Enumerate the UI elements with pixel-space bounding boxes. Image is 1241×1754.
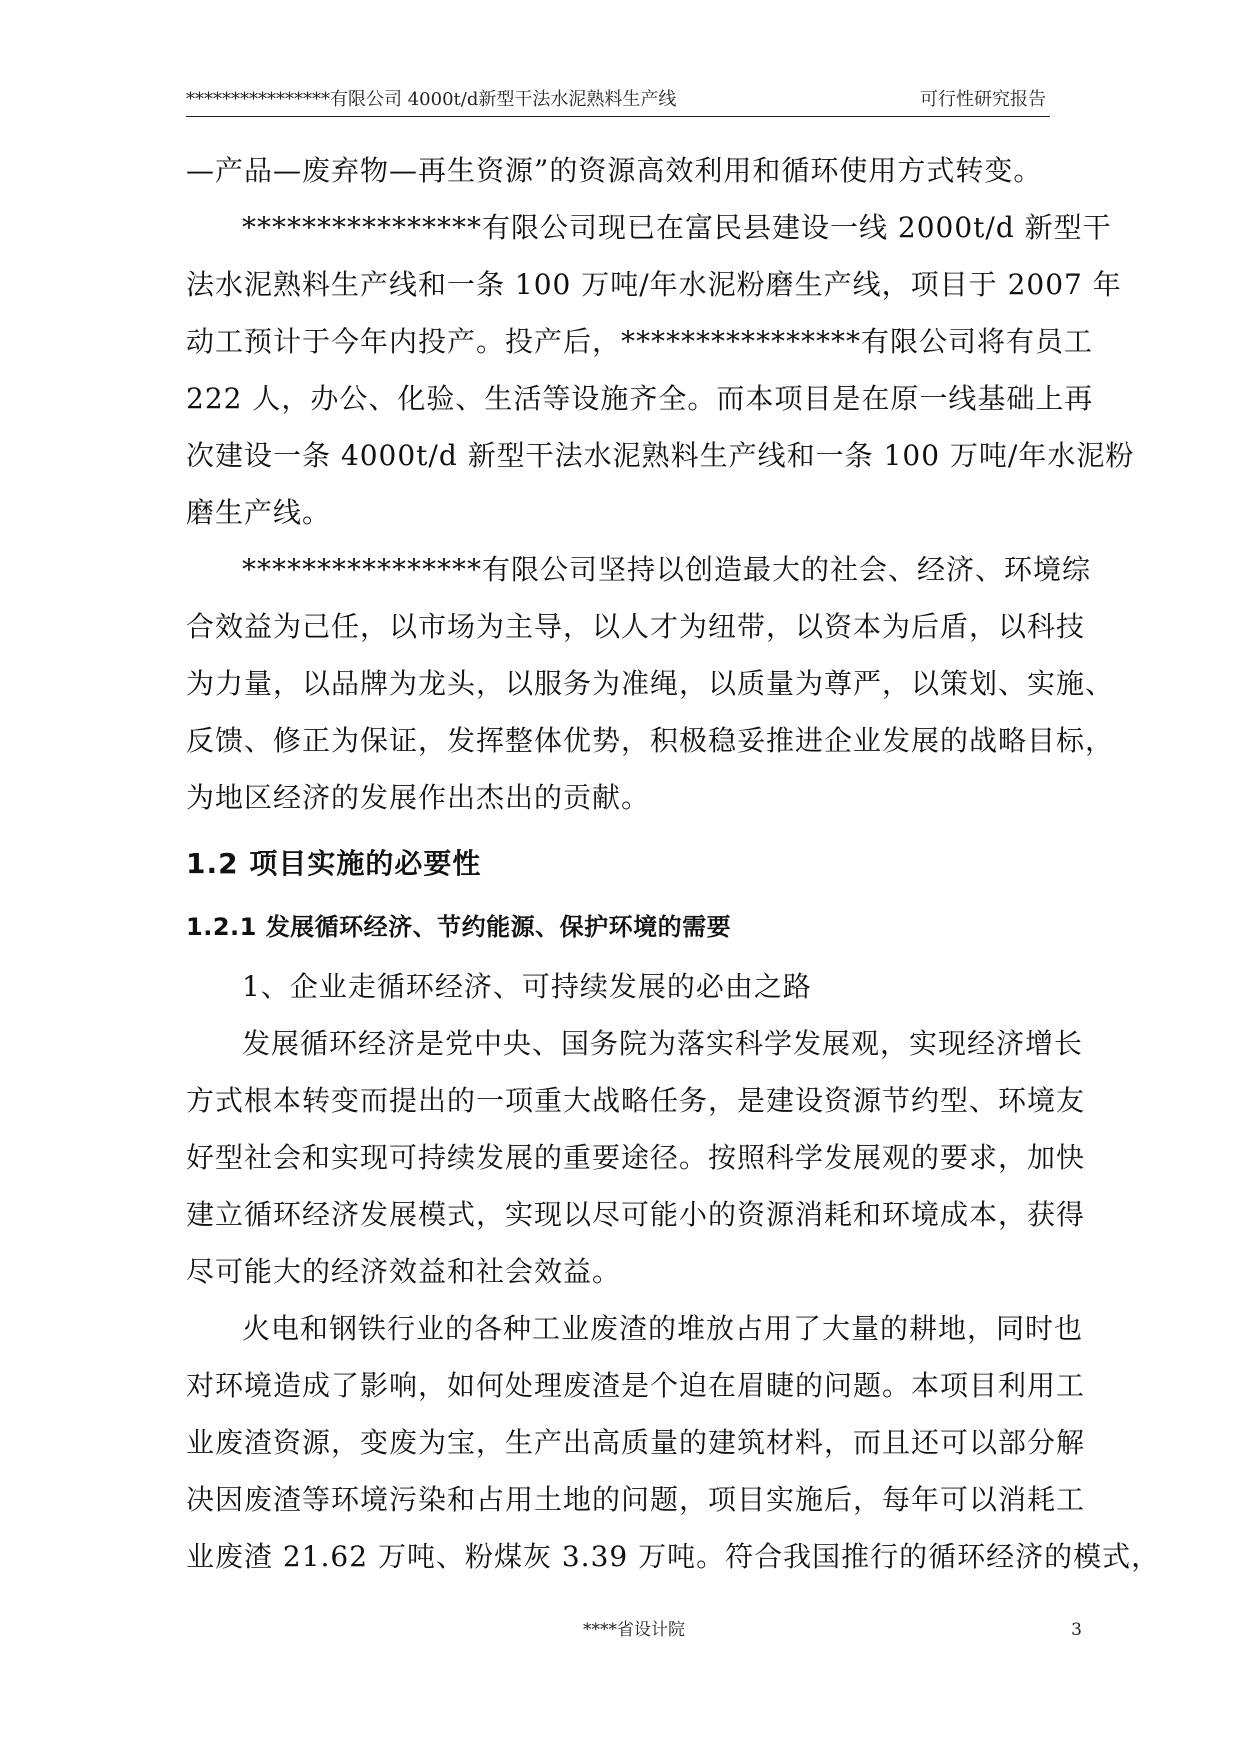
paragraph-line: 为地区经济的发展作出杰出的贡献。: [186, 781, 651, 814]
list-item: 1、企业走循环经济、可持续发展的必由之路: [242, 970, 812, 1003]
paragraph-line: 对环境造成了影响，如何处理废渣是个迫在眉睫的问题。本项目利用工: [186, 1369, 1086, 1402]
paragraph-line: 建立循环经济发展模式，实现以尽可能小的资源消耗和环境成本，获得: [186, 1198, 1086, 1231]
paragraph-line: 发展循环经济是党中央、国务院为落实科学发展观，实现经济增长: [242, 1027, 1084, 1060]
paragraph-line: 火电和钢铁行业的各种工业废渣的堆放占用了大量的耕地，同时也: [242, 1312, 1084, 1345]
paragraph-line: 反馈、修正为保证，发挥整体优势，积极稳妥推进企业发展的战略目标，: [186, 724, 1115, 757]
page-header: [186, 86, 1050, 114]
paragraph-line: 业废渣 21.62 万吨、粉煤灰 3.39 万吨。符合我国推行的循环经济的模式，: [186, 1540, 1161, 1573]
paragraph-line: 好型社会和实现可持续发展的重要途径。按照科学发展观的要求，加快: [186, 1141, 1086, 1174]
section-heading: 1.2 项目实施的必要性: [186, 847, 482, 880]
paragraph-line: 业废渣资源，变废为宝，生产出高质量的建筑材料，而且还可以部分解: [186, 1426, 1086, 1459]
paragraph-line: 动工预计于今年内投产。投产后，****************有限公司将有员工: [186, 325, 1094, 358]
paragraph-line: 法水泥熟料生产线和一条 100 万吨/年水泥粉磨生产线，项目于 2007 年: [186, 268, 1122, 301]
page-footer: [186, 1616, 1082, 1644]
paragraph-line: ****************有限公司坚持以创造最大的社会、经济、环境综: [242, 553, 1092, 586]
page-number: 3: [1071, 1620, 1082, 1640]
paragraph-line: 尽可能大的经济效益和社会效益。: [186, 1255, 622, 1288]
paragraph-line: 磨生产线。: [186, 496, 332, 529]
header-report-type: 可行性研究报告: [920, 89, 1046, 110]
paragraph-line: 决因废渣等环境污染和占用土地的问题，项目实施后，每年可以消耗工: [186, 1483, 1086, 1516]
header-project-title: ****************有限公司 4000t/d新型干法水泥熟料生产线: [186, 89, 677, 110]
paragraph-line: 222 人，办公、化验、生活等设施齐全。而本项目是在原一线基础上再: [186, 382, 1094, 415]
paragraph-line: 为力量，以品牌为龙头，以服务为准绳，以质量为尊严，以策划、实施、: [186, 667, 1115, 700]
paragraph-line: 次建设一条 4000t/d 新型干法水泥熟料生产线和一条 100 万吨/年水泥粉: [186, 439, 1135, 472]
header-divider: [186, 116, 1050, 117]
paragraph-line: ****************有限公司现已在富民县建设一线 2000t/d 新型干: [242, 211, 1112, 244]
footer-organization: ****省设计院: [583, 1620, 685, 1640]
paragraph-line: —产品—废弃物—再生资源”的资源高效利用和循环使用方式转变。: [186, 154, 1043, 187]
paragraph-line: 合效益为己任，以市场为主导，以人才为纽带，以资本为后盾，以科技: [186, 610, 1086, 643]
document-body: [186, 142, 1161, 1585]
subsection-heading: 1.2.1 发展循环经济、节约能源、保护环境的需要: [186, 913, 732, 941]
paragraph-line: 方式根本转变而提出的一项重大战略任务，是建设资源节约型、环境友: [186, 1084, 1086, 1117]
